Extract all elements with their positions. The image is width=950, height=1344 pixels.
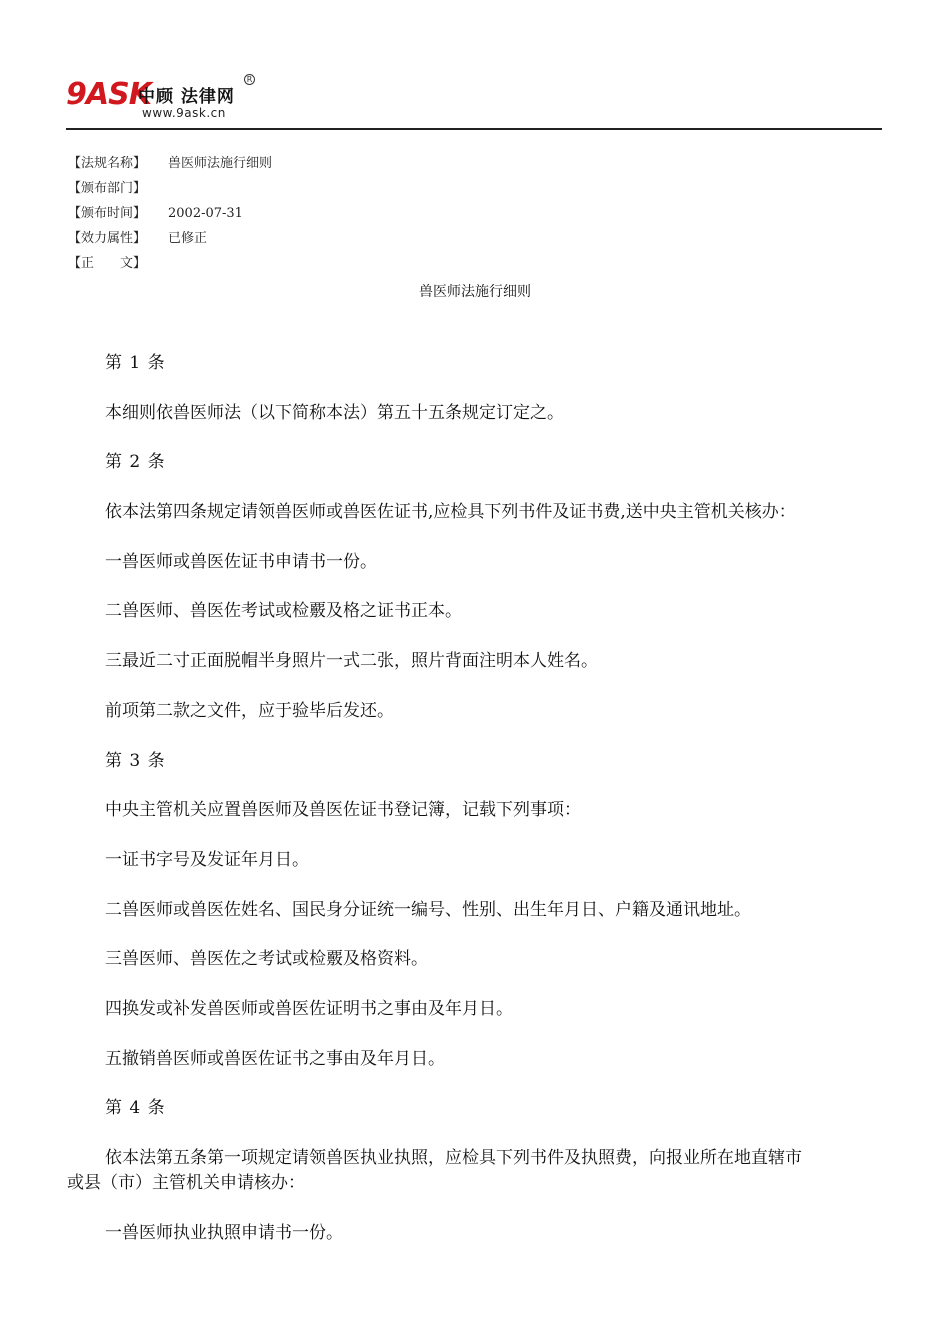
logo-mark: 9ASK — [66, 77, 151, 112]
meta-label: 【正 文】 — [68, 256, 147, 271]
meta-label: 【颁布时间】 — [68, 206, 147, 221]
paragraph: 前项第二款之文件，应于验毕后发还。 — [105, 700, 394, 721]
article-heading: 第 4 条 — [105, 1098, 166, 1119]
header-divider — [66, 128, 882, 130]
list-item: 五撤销兽医师或兽医佐证书之事由及年月日。 — [105, 1048, 445, 1069]
list-item: 三兽医师、兽医佐之考试或检覈及格资料。 — [105, 949, 428, 970]
wrapped-paragraph — [67, 1146, 845, 1196]
article-heading: 第 1 条 — [105, 353, 166, 373]
meta-row — [68, 229, 272, 254]
logo-brand-name: 中顾 法律网 — [138, 87, 235, 107]
meta-row — [68, 204, 272, 229]
meta-label: 【法规名称】 — [68, 156, 147, 171]
meta-value: 已修正 — [168, 231, 208, 246]
paragraph: 依本法第四条规定请领兽医师或兽医佐证书,应检具下列书件及证书费,送中央主管机关核办： — [105, 502, 796, 523]
list-item: 四换发或补发兽医师或兽医佐证明书之事由及年月日。 — [105, 998, 513, 1019]
paragraph-line: 依本法第五条第一项规定请领兽医执业执照，应检具下列书件及执照费，向报业所在地直辖市 — [105, 1148, 802, 1168]
meta-label: 【效力属性】 — [68, 231, 147, 246]
site-logo[interactable] — [66, 74, 266, 124]
document-title: 兽医师法施行细则 — [419, 284, 531, 300]
meta-row — [68, 254, 272, 279]
paragraph: 中央主管机关应置兽医师及兽医佐证书登记簿，记载下列事项： — [105, 800, 581, 821]
paragraph: 本细则依兽医师法（以下简称本法）第五十五条规定订定之。 — [105, 402, 564, 423]
document-body — [67, 351, 885, 1270]
list-item: 一兽医师或兽医佐证书申请书一份。 — [105, 551, 377, 572]
list-item: 三最近二寸正面脱帽半身照片一式二张，照片背面注明本人姓名。 — [105, 651, 598, 672]
logo-url: www.9ask.cn — [142, 106, 226, 120]
list-item: 一证书字号及发证年月日。 — [105, 849, 309, 870]
document-metadata — [68, 154, 272, 279]
meta-value: 兽医师法施行细则 — [168, 156, 273, 171]
article-heading: 第 3 条 — [105, 750, 166, 771]
article-heading: 第 2 条 — [105, 452, 166, 473]
meta-label: 【颁布部门】 — [68, 181, 147, 196]
paragraph-line: 或县（市）主管机关申请核办： — [67, 1173, 305, 1193]
meta-value: 2002-07-31 — [168, 206, 243, 221]
meta-row — [68, 154, 272, 179]
list-item: 一兽医师执业执照申请书一份。 — [105, 1222, 343, 1243]
meta-row — [68, 179, 272, 204]
registered-mark-icon: R — [244, 74, 255, 85]
list-item: 二兽医师或兽医佐姓名、国民身分证统一编号、性别、出生年月日、户籍及通讯地址。 — [105, 899, 751, 920]
list-item: 二兽医师、兽医佐考试或检覈及格之证书正本。 — [105, 601, 462, 622]
